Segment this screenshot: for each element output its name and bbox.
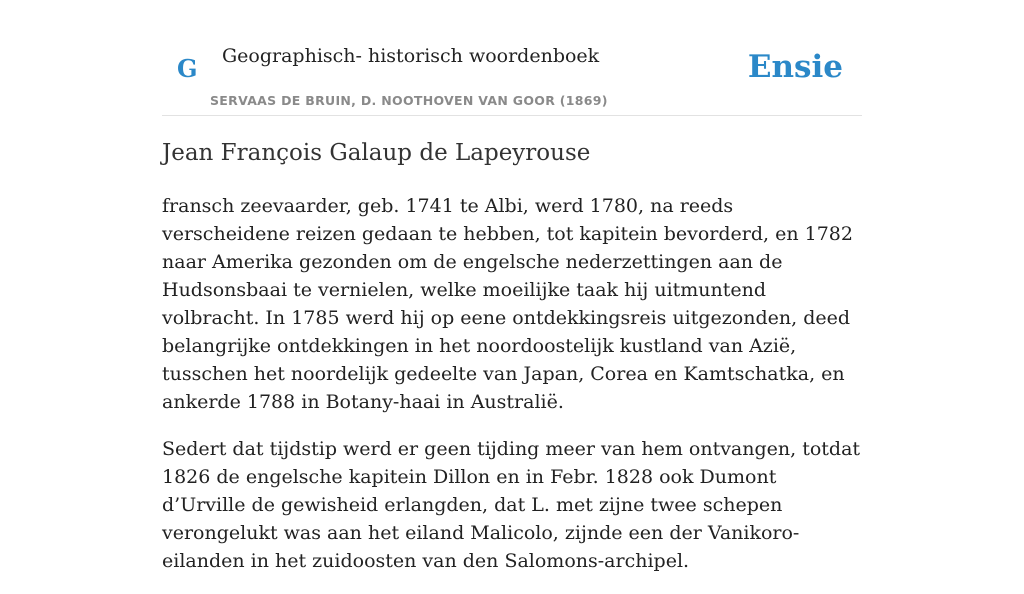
entry-paragraph: fransch zeevaarder, geb. 1741 te Albi, werd 1780, na reeds verscheidene reizen gedaan te hebben, tot kapitein bevorderd, en 1782 naar Amerika gezonden om de engelsche nederzettingen aan de Hudsonsbaai te vernielen, welke moeilijke taak hij uitmuntend volbracht. In 1785 werd hij op eene ontdekkingsreis uitgezonden, deed belangrijke ontdekkingen in het noordoostelijk kustland van Azië, tusschen het noordelijk gedeelte van Japan, Corea en Kamtschatka, en ankerde 1788 in Botany-haai in Australië.: [162, 195, 853, 413]
book-title[interactable]: Geographisch- historisch woordenboek: [222, 45, 600, 67]
page: [162, 0, 862, 572]
entry-content: [162, 192, 862, 594]
header: [162, 0, 862, 116]
book-letter-icon: G: [177, 54, 198, 83]
brand-logo-link[interactable]: Ensie: [747, 49, 843, 85]
entry-paragraph: Sedert dat tijdstip werd er geen tijding meer van hem ontvangen, totdat 1826 de engelsche kapitein Dillon en in Febr. 1828 ook Dumont d’Urville de gewisheid erlangden, dat L. met zijne twee schepen verongelukt was aan het eiland Malicolo, zijnde een der Vanikoro-eilanden in het zuidoosten van den Salomons-archipel.: [162, 438, 861, 572]
book-author: SERVAAS DE BRUIN, D. NOOTHOVEN VAN GOOR (1869): [210, 93, 608, 108]
entry-title: Jean François Galaup de Lapeyrouse: [162, 140, 591, 166]
